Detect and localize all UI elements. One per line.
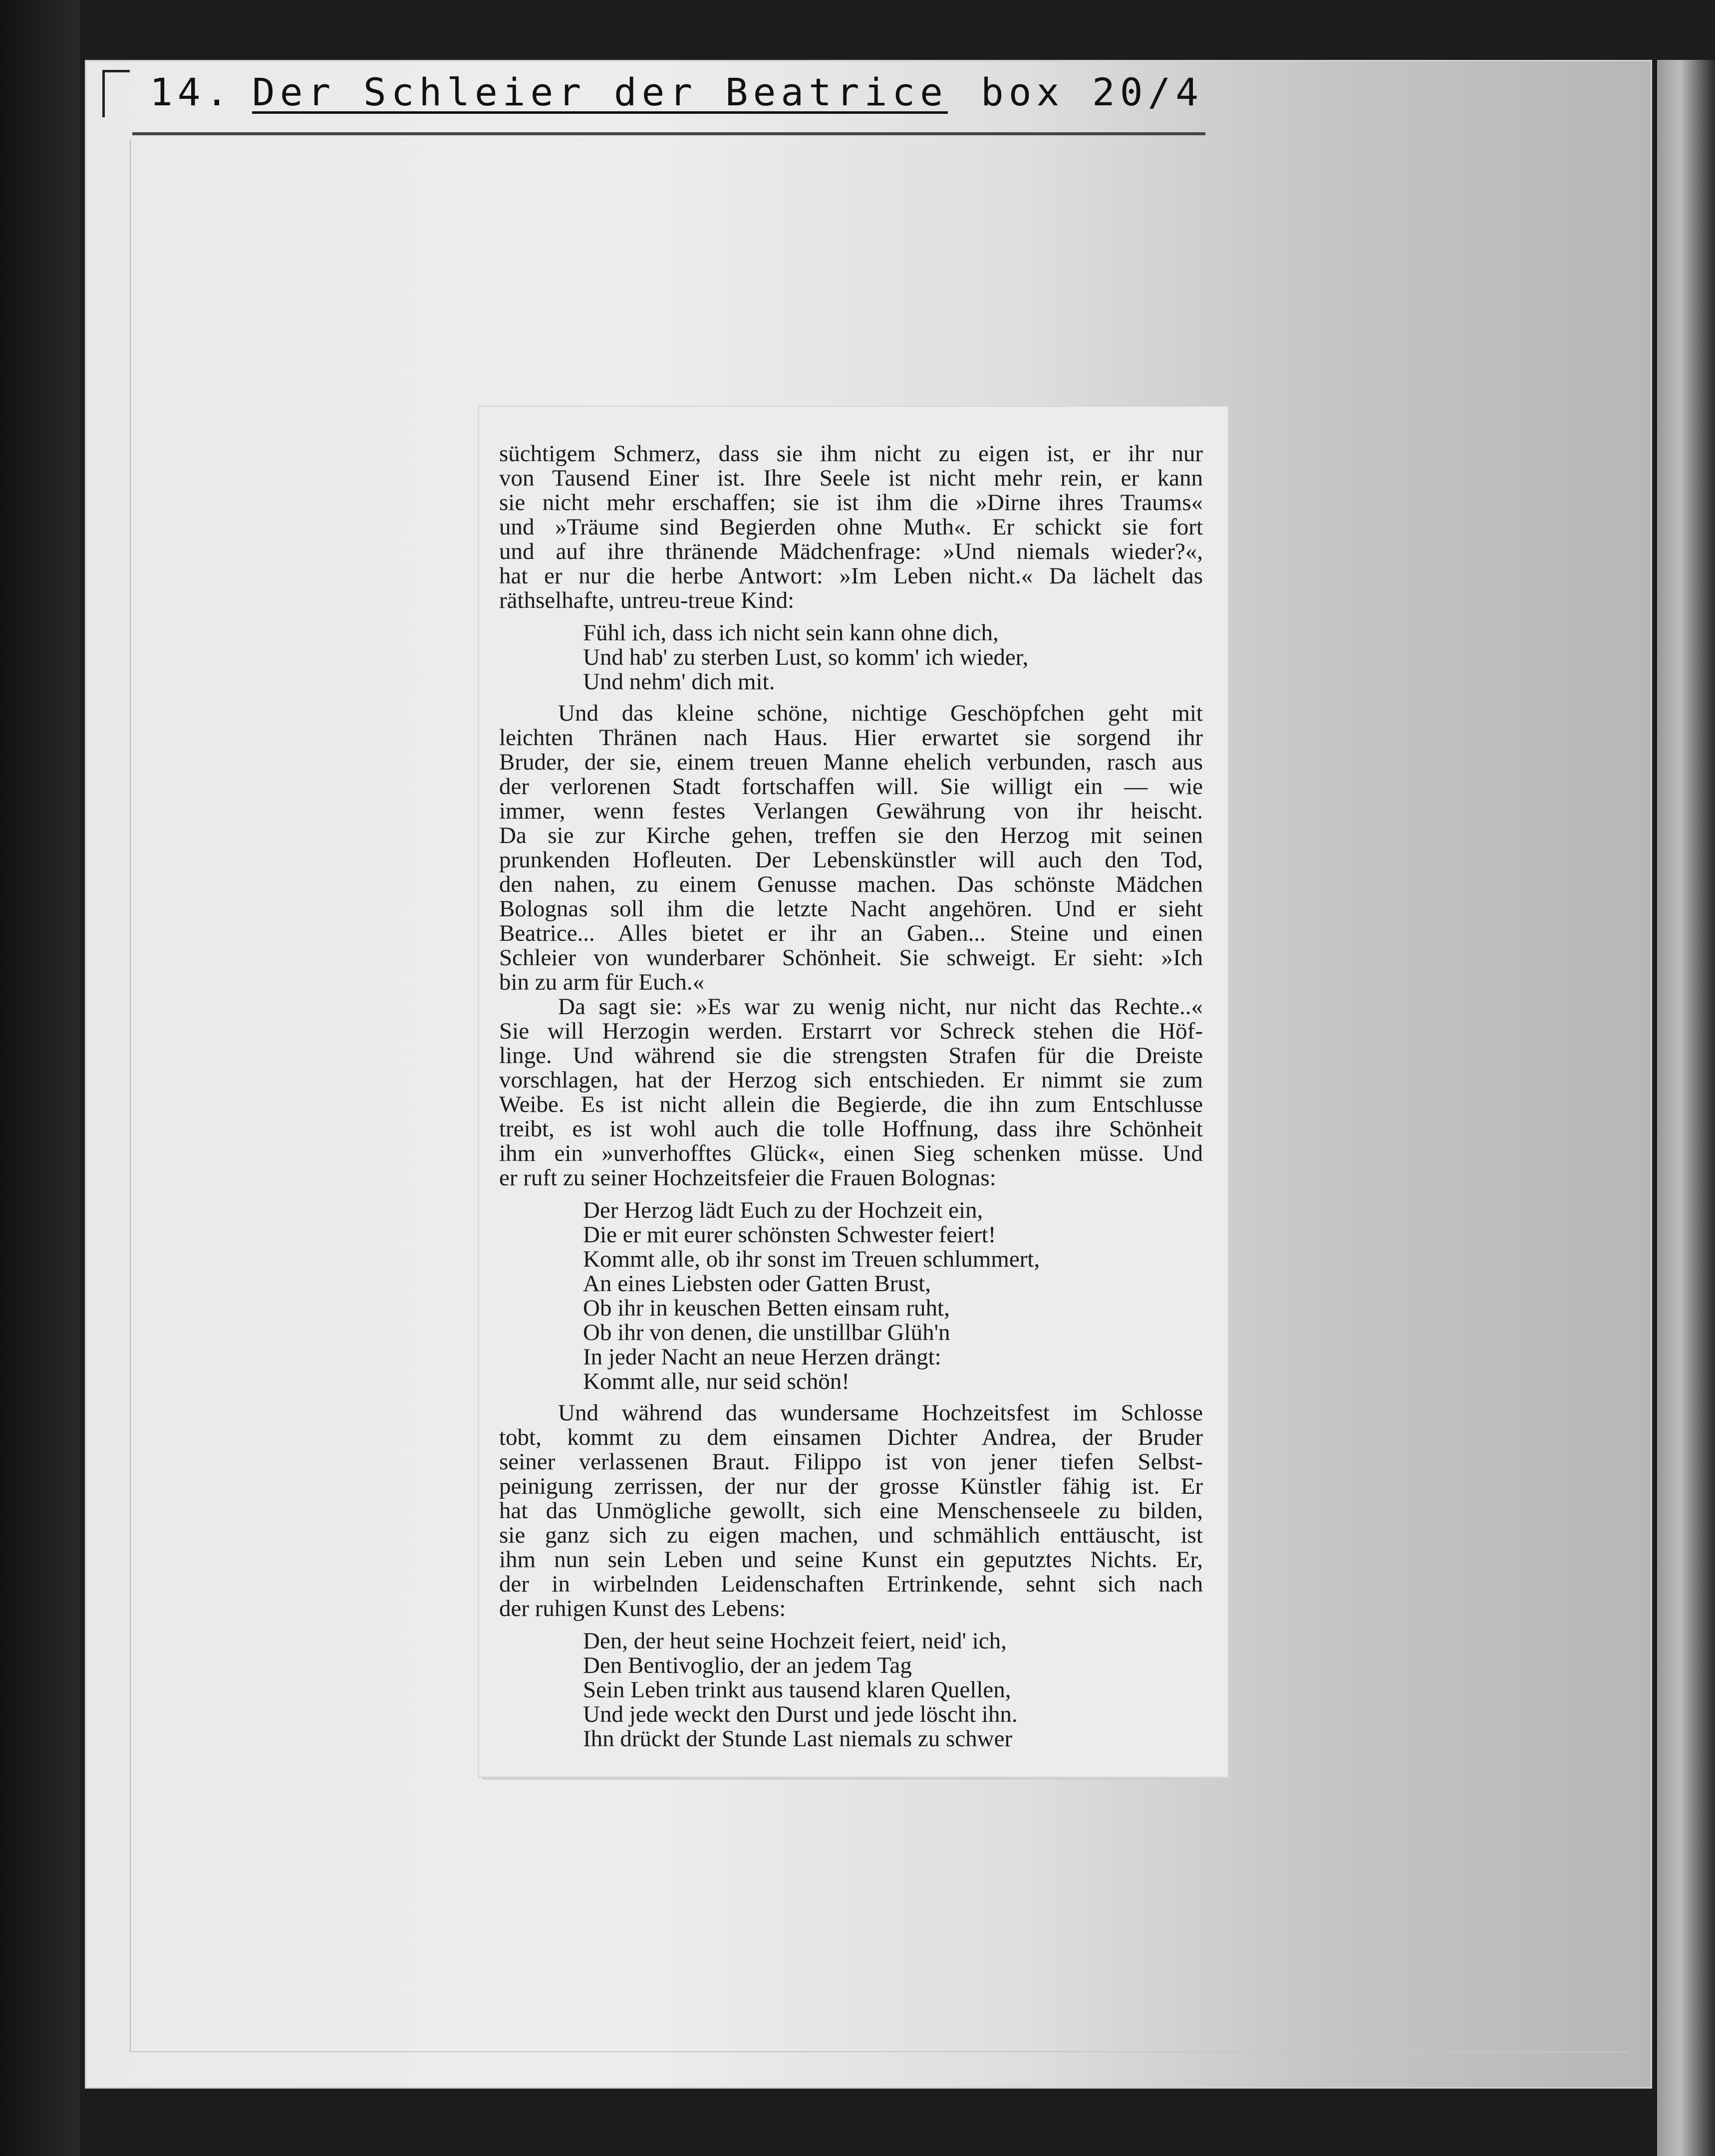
text-line: peinigung zerrissen, der nur der grosse Künstler fähig ist. Er bbox=[499, 1473, 1203, 1499]
text-line: der in wirbelnden Leidenschaften Ertrinkende, sehnt sich nach bbox=[499, 1571, 1203, 1597]
box-label: box 20/4 bbox=[981, 70, 1204, 114]
text-line: sie ganz sich zu eigen machen, und schmählich enttäuscht, ist bbox=[499, 1522, 1203, 1548]
text-line: ihm ein »unverhofftes Glück«, einen Sieg schenken müsse. Und bbox=[499, 1140, 1203, 1166]
verse-line: Ob ihr von denen, die unstillbar Glüh'n bbox=[583, 1320, 950, 1346]
verse-line: An eines Liebsten oder Gatten Brust, bbox=[583, 1271, 931, 1297]
text-line: Bruder, der sie, einem treuen Manne ehelich verbunden, rasch aus bbox=[499, 749, 1203, 775]
verse-2 bbox=[499, 1198, 1203, 1394]
corner-bracket-icon bbox=[102, 70, 130, 117]
verse-line: Ob ihr in keuschen Betten einsam ruht, bbox=[583, 1295, 950, 1321]
text-line: hat er nur die herbe Antwort: »Im Leben nicht.« Da lächelt das bbox=[499, 563, 1203, 589]
text-line: hat das Unmögliche gewollt, sich eine Menschenseele zu bilden, bbox=[499, 1498, 1203, 1524]
text-line: Schleier von wunderbarer Schönheit. Sie schweigt. Er sieht: »Ich bbox=[499, 945, 1203, 971]
verse-3 bbox=[499, 1629, 1203, 1751]
text-line: süchtigem Schmerz, dass sie ihm nicht zu eigen ist, er ihr nur bbox=[499, 441, 1203, 467]
text-line: sie nicht mehr erschaffen; sie ist ihm die »Dirne ihres Traums« bbox=[499, 490, 1203, 516]
text-line: räthselhafte, untreu-treue Kind: bbox=[499, 587, 795, 613]
verse-line: Den, der heut seine Hochzeit feiert, neid' ich, bbox=[583, 1628, 1007, 1654]
text-line: seiner verlassenen Braut. Filippo ist von jener tiefen Selbst- bbox=[499, 1449, 1203, 1475]
verse-line: Der Herzog lädt Euch zu der Hochzeit ein, bbox=[583, 1197, 983, 1223]
text-line: vorschlagen, hat der Herzog sich entschieden. Er nimmt sie zum bbox=[499, 1067, 1203, 1093]
text-line: linge. Und während sie die strengsten Strafen für die Dreiste bbox=[499, 1043, 1203, 1069]
folder-number: 14. bbox=[150, 70, 234, 114]
text-line: Und das kleine schöne, nichtige Geschöpfchen geht mit bbox=[558, 700, 1203, 726]
paragraph-3 bbox=[499, 995, 1203, 1190]
text-line: bin zu arm für Euch.« bbox=[499, 969, 705, 995]
text-line: treibt, es ist wohl auch die tolle Hoffnung, dass ihre Schönheit bbox=[499, 1116, 1203, 1142]
verse-line: Ihn drückt der Stunde Last niemals zu schwer bbox=[583, 1726, 1013, 1752]
verse-line: Kommt alle, nur seid schön! bbox=[583, 1368, 850, 1394]
verse-line: Den Bentivoglio, der an jedem Tag bbox=[583, 1652, 912, 1678]
text-line: und »Träume sind Begierden ohne Muth«. Er schickt sie fort bbox=[499, 514, 1203, 540]
text-line: leichten Thränen nach Haus. Hier erwartet sie sorgend ihr bbox=[499, 725, 1203, 751]
text-line: Beatrice... Alles bietet er ihr an Gaben... Steine und einen bbox=[499, 920, 1203, 946]
verse-line: Und hab' zu sterben Lust, so komm' ich wieder, bbox=[583, 644, 1029, 670]
text-line: von Tausend Einer ist. Ihre Seele ist nicht mehr rein, er kann bbox=[499, 465, 1203, 491]
text-line: Sie will Herzogin werden. Erstarrt vor Schreck stehen die Höf- bbox=[499, 1018, 1203, 1044]
text-line: Weibe. Es ist nicht allein die Begierde, die ihn zum Entschlusse bbox=[499, 1091, 1203, 1117]
verse-line: Kommt alle, ob ihr sonst im Treuen schlummert, bbox=[583, 1246, 1040, 1272]
scan-background-right bbox=[1657, 60, 1715, 2156]
clipping-text bbox=[499, 442, 1203, 1758]
verse-line: In jeder Nacht an neue Herzen drängt: bbox=[583, 1344, 941, 1370]
text-line: den nahen, zu einem Genusse machen. Das schönste Mädchen bbox=[499, 871, 1203, 897]
folder-title: Der Schleier der Beatrice bbox=[252, 70, 948, 114]
text-line: Und während das wundersame Hochzeitsfest im Schlosse bbox=[558, 1400, 1203, 1426]
verse-line: Fühl ich, dass ich nicht sein kann ohne dich, bbox=[583, 620, 999, 646]
newspaper-clipping bbox=[479, 407, 1228, 1777]
text-line: Da sie zur Kirche gehen, treffen sie den Herzog mit seinen bbox=[499, 822, 1203, 848]
text-line: der verlorenen Stadt fortschaffen will. Sie willigt ein — wie bbox=[499, 774, 1203, 800]
header-rule bbox=[132, 132, 1205, 135]
verse-line: Sein Leben trinkt aus tausend klaren Quellen, bbox=[583, 1677, 1011, 1703]
text-line: der ruhigen Kunst des Lebens: bbox=[499, 1596, 786, 1621]
text-line: er ruft zu seiner Hochzeitsfeier die Frauen Bolognas: bbox=[499, 1165, 996, 1191]
verse-1 bbox=[499, 621, 1203, 694]
text-line: und auf ihre thränende Mädchenfrage: »Und niemals wieder?«, bbox=[499, 539, 1203, 564]
text-line: ihm nun sein Leben und seine Kunst ein geputztes Nichts. Er, bbox=[499, 1547, 1203, 1573]
scan-background-left bbox=[0, 0, 80, 2156]
text-line: tobt, kommt zu dem einsamen Dichter Andrea, der Bruder bbox=[499, 1424, 1203, 1450]
verse-line: Die er mit eurer schönsten Schwester feiert! bbox=[583, 1222, 996, 1248]
paragraph-1 bbox=[499, 442, 1203, 613]
verse-line: Und jede weckt den Durst und jede löscht ihn. bbox=[583, 1701, 1018, 1727]
text-line: prunkenden Hofleuten. Der Lebenskünstler will auch den Tod, bbox=[499, 847, 1203, 873]
text-line: Bolognas soll ihm die letzte Nacht angehören. Und er sieht bbox=[499, 896, 1203, 922]
text-line: immer, wenn festes Verlangen Gewährung von ihr heischt. bbox=[499, 798, 1203, 824]
text-line: Da sagt sie: »Es war zu wenig nicht, nur nicht das Rechte..« bbox=[558, 994, 1203, 1020]
verse-line: Und nehm' dich mit. bbox=[583, 669, 775, 695]
paragraph-4 bbox=[499, 1401, 1203, 1621]
paragraph-2 bbox=[499, 701, 1203, 995]
